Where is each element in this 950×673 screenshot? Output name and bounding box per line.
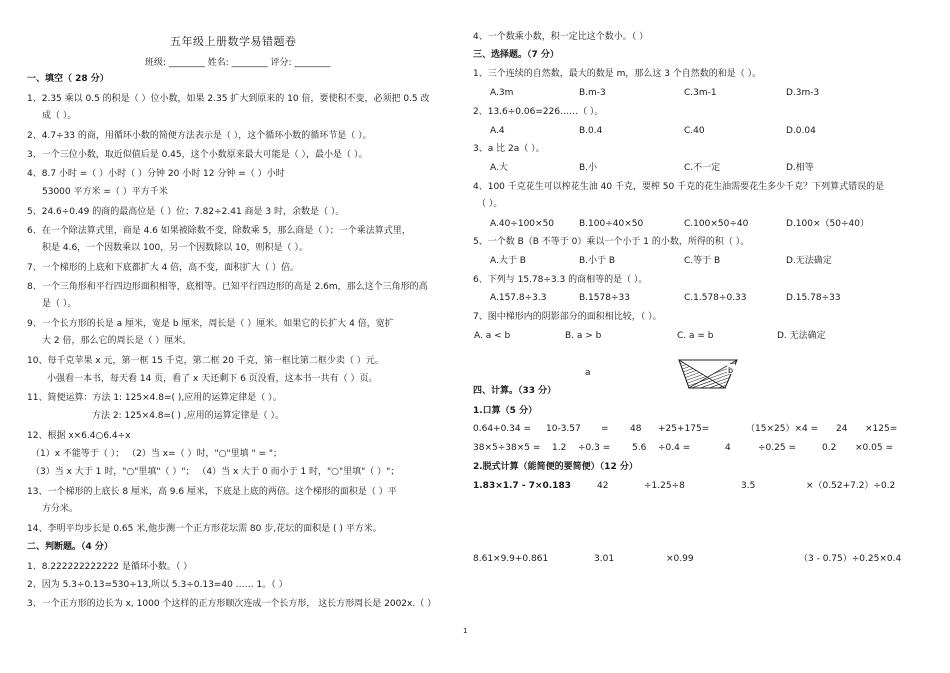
step-calc-5a: 3.01	[594, 554, 615, 564]
oral-10b: ×0.05 =	[855, 443, 893, 453]
oral-calc-heading: 1.口算（5 分）	[473, 406, 538, 416]
question-1-3: 3、一个三位小数，取近似值后是 0.45，这个小数原来最大可能是（ ），最小是（ ）。	[27, 150, 368, 160]
choice-3: 3、a 比 2a（ ）。	[473, 144, 545, 154]
choice-2: 2、13.6÷0.06=226……（ ）。	[473, 107, 604, 117]
oral-2a: 10-3.57	[546, 424, 581, 434]
choice-3-option-b: B.小	[579, 163, 598, 173]
step-calc-6: （3 - 0.75）÷0.25×0.4	[799, 554, 902, 564]
choice-7: 7、图中梯形内的阴影部分的面积相比较，（ ）。	[473, 312, 662, 322]
question-1-9: 9、一个长方形的长是 a 厘米，宽是 b 厘米，周长是（ ）厘米。如果它的长扩大 4 倍，宽扩	[27, 319, 394, 329]
question-1-1: 1、2.35 乘以 0.5 的积是（ ）位小数，如果 2.35 扩大到原来的 10 倍，要使积不变，必须把 0.5 改	[27, 94, 430, 104]
choice-1: 1、三个连续的自然数，最大的数是 m，那么这 3 个自然数的和是（ ）。	[473, 69, 762, 79]
question-1-7: 7、一个梯形的上底和下底都扩大 4 倍，高不变，面积扩大（ ）倍。	[27, 263, 300, 273]
question-1-2: 2、4.7÷33 的商，用循环小数的简便方法表示是（ ），这个循环小数的循环节是（ ）。	[27, 131, 372, 141]
choice-3-option-a: A.大	[490, 163, 508, 173]
choice-6-option-a: A.157.8÷3.3	[490, 293, 547, 303]
question-1-13-cont: 方分米。	[42, 504, 79, 514]
choice-6-option-d: D.15.78÷33	[786, 293, 841, 303]
page-title: 五年级上册数学易错题卷	[170, 35, 297, 48]
judge-4: 4、一个数乘小数，积一定比这个数小。（ ）	[473, 32, 649, 42]
choice-1-option-a: A.3m	[490, 88, 514, 98]
question-1-8: 8、一个三角形和平行四边形面积相等，底相等。已知平行四边形的高是 2.6m，那么这个三角形的高	[27, 282, 428, 292]
choice-7-option-a: A. a < b	[474, 331, 511, 341]
section-4-heading: 四、计算。（33 分）	[473, 386, 557, 396]
oral-10a: 0.2	[822, 443, 837, 453]
oral-9a: 4	[725, 443, 731, 453]
oral-8a: 5.6	[632, 443, 647, 453]
question-1-6: 6、在一个除法算式里，商是 4.6 如果被除数不变，除数乘 5，那么商是（ ）；一个乘法算式里，	[27, 226, 411, 236]
judge-1: 1、8.222222222222 是循环小数。（ ）	[27, 562, 193, 572]
oral-1: 0.64+0.34 =	[473, 424, 532, 434]
student-info-line: 班级: ________ 姓名: ________ 评分: ________	[145, 58, 331, 68]
question-1-5: 5、24.6÷0.49 的商的最高位是（ ）位；7.82÷2.41 商是 3 时，余数是（ ）。	[27, 207, 345, 217]
choice-2-option-a: A.4	[490, 126, 505, 136]
choice-5-option-a: A.大于 B	[490, 256, 526, 266]
question-1-10: 10、每千克苹果 x 元，第一框 15 千克，第二框 20 千克，第一框比第二框少卖（ ）元。	[27, 356, 384, 366]
question-1-9-cont: 大 2 倍，那么它的周长是（ ）厘米。	[42, 336, 192, 346]
choice-3-option-d: D.相等	[786, 163, 814, 173]
choice-4-option-b: B.100÷40×50	[579, 219, 644, 229]
question-1-10-cont: 小强看一本书，每天看 14 页，看了 x 天还剩下 6 页没看，这本书一共有（ ）页。	[47, 374, 378, 384]
choice-2-option-b: B.0.4	[579, 126, 603, 136]
oral-3a: 48	[630, 424, 642, 434]
step-calc-1: 1.83×1.7 - 7×0.183	[473, 481, 571, 491]
step-calc-5b: ×0.99	[666, 554, 694, 564]
question-1-8-cont: 是（ ）。	[42, 299, 77, 309]
choice-6-option-c: C.1.578÷0.33	[684, 293, 747, 303]
oral-2b: =	[601, 424, 609, 434]
question-1-11-cont: 方法 2: 125×4.8=( ) ,应用的运算定律是（ ）。	[92, 411, 285, 421]
section-2-heading: 二、判断题。（4 分）	[27, 542, 113, 552]
step-calc-3a: 3.5	[741, 481, 756, 491]
judge-3: 3、一个正方形的边长为 x, 1000 个这样的正方形顺次连成一个长方形， 这长方形周长是 2002x.（ ）	[27, 599, 437, 609]
choice-7-option-b: B. a > b	[565, 331, 602, 341]
section-3-heading: 三、选择题。（7 分）	[473, 50, 559, 60]
choice-6-option-b: B.1578÷33	[579, 293, 630, 303]
step-calc-2a: 42	[597, 481, 609, 491]
oral-7a: 1.2	[552, 443, 567, 453]
choice-4: 4、100 千克花生可以榨花生油 40 千克，要榨 50 千克的花生油需要花生多少千克？下列算式错误的是	[473, 182, 885, 192]
step-calc-2b: ÷1.25÷8	[644, 481, 685, 491]
question-1-4: 4、8.7 小时 =（ ）小时（ ）分钟 20 小时 12 分钟 =（ ）小时	[27, 169, 285, 179]
oral-4: （15×25）×4 =	[746, 424, 819, 434]
choice-1-option-d: D.3m-3	[786, 88, 820, 98]
page-number: 1	[463, 627, 468, 635]
choice-3-option-c: C.不一定	[684, 163, 721, 173]
judge-2: 2、因为 5.3÷0.13=530÷13,所以 5.3÷0.13=40 …… 1。（ ）	[27, 580, 288, 590]
figure-label-a: a	[585, 368, 591, 378]
choice-6: 6、下列与 15.78÷3.3 的商相等的是（ ）。	[473, 275, 648, 285]
choice-2-option-d: D.0.04	[786, 126, 816, 136]
oral-3b: +25+175=	[658, 424, 710, 434]
oral-7b: ÷0.3 =	[578, 443, 611, 453]
question-1-1-cont: 成（ ）。	[42, 111, 77, 121]
question-1-11: 11、简便运算：方法 1: 125×4.8=( ),应用的运算定律是（ ）。	[27, 393, 282, 403]
choice-5-option-b: B.小于 B	[579, 256, 616, 266]
choice-1-option-b: B.m-3	[579, 88, 606, 98]
question-1-4-cont: 53000 平方米 =（ ）平方千米	[42, 187, 168, 197]
choice-1-option-c: C.3m-1	[684, 88, 717, 98]
question-1-14: 14、李明平均步长是 0.65 米,他步测一个正方形花坛需 80 步,花坛的面积是 ( ) 平方米。	[27, 524, 382, 534]
choice-7-option-d: D. 无法确定	[777, 331, 826, 341]
oral-6: 38×5÷38×5 =	[473, 443, 541, 453]
step-calc-3b: ×（0.52+7.2）÷0.2	[806, 481, 896, 491]
section-1-heading: 一、填空（ 28 分）	[27, 74, 109, 84]
oral-9b: ÷0.25 =	[758, 443, 796, 453]
trapezoid-figure	[677, 358, 739, 390]
figure-label-b: b	[728, 366, 734, 375]
choice-4-option-a: A.40÷100×50	[490, 219, 555, 229]
choice-5-option-d: D.无法确定	[786, 256, 832, 266]
choice-5: 5、一个数 B（B 不等于 0）乘以一个小于 1 的小数，所得的积（ ）。	[473, 237, 750, 247]
oral-5b: ×125=	[865, 424, 898, 434]
question-1-12: 12、根据 x×6.4○6.4÷x	[27, 431, 131, 441]
step-calc-4: 8.61×9.9+0.861	[473, 554, 549, 564]
choice-4-cont: （ ）。	[477, 199, 503, 209]
step-calc-heading: 2.脱式计算（能简便的要简便）（12 分）	[473, 462, 638, 472]
choice-2-option-c: C.40	[684, 126, 705, 136]
choice-4-option-d: D.100×（50÷40）	[786, 219, 869, 229]
choice-7-option-c: C. a = b	[677, 331, 714, 341]
oral-5a: 24	[836, 424, 848, 434]
question-1-12-part-a: （1）x 不能等于（ ）； （2）当 x=（ ）时，"○"里填 " = "；	[31, 449, 282, 459]
choice-4-option-c: C.100×50÷40	[684, 219, 749, 229]
choice-5-option-c: C.等于 B	[684, 256, 721, 266]
question-1-12-part-b: （3）当 x 大于 1 时，"○"里填"（ ）"； （4）当 x 大于 0 而小于 1 时，"○"里填"（ ）"；	[31, 467, 400, 477]
question-1-13: 13、一个梯形的上底长 8 厘米，高 9.6 厘米，下底是上底的两倍。这个梯形的面积是（ ）平	[27, 487, 397, 497]
oral-8b: ÷0.4 =	[658, 443, 691, 453]
question-1-6-cont: 积是 4.6，一个因数乘以 100，另一个因数除以 10，则积是（ ）。	[42, 243, 308, 253]
